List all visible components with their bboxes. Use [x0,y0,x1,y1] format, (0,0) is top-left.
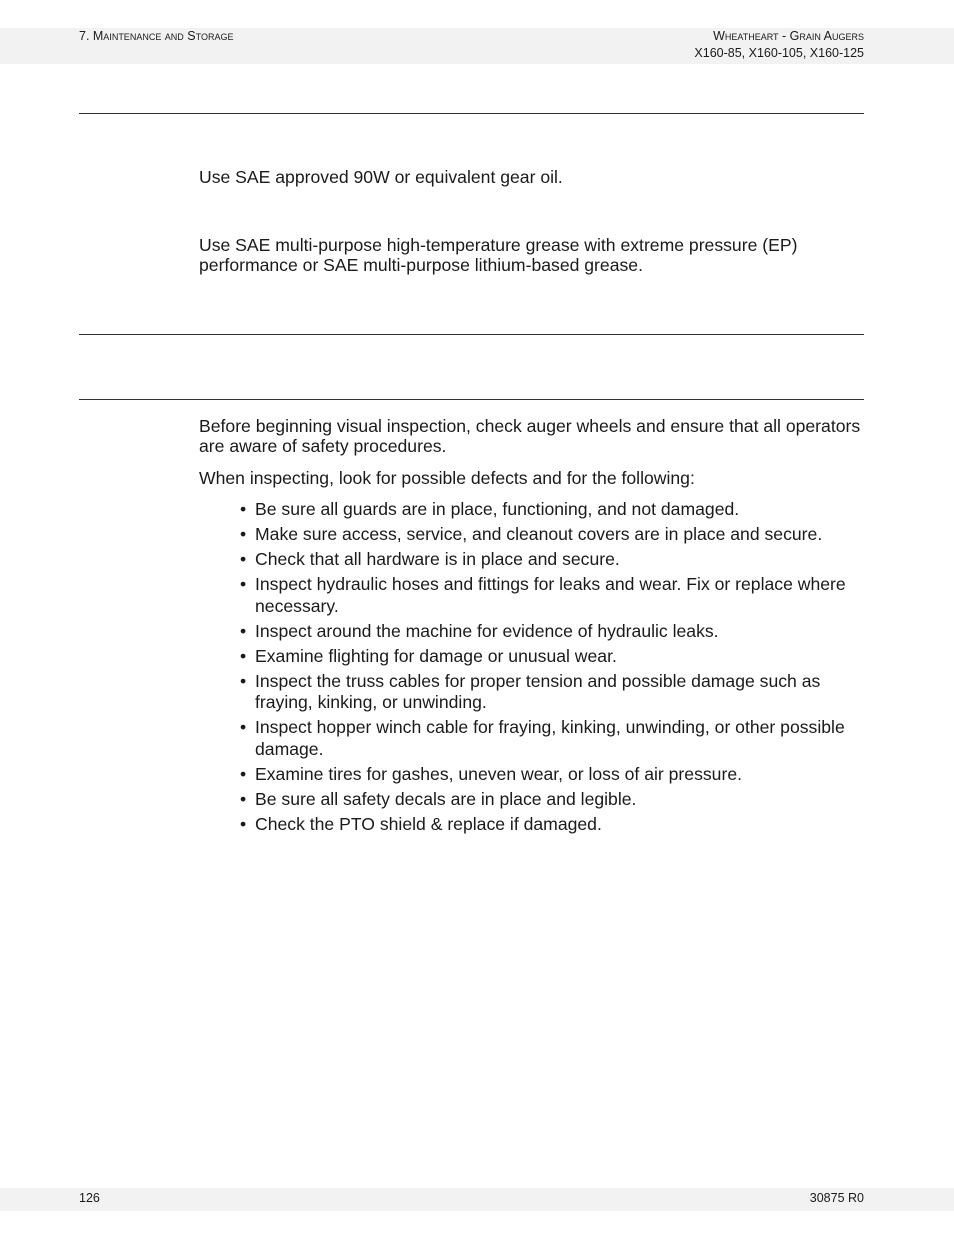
grease-paragraph: Use SAE multi-purpose high-temperature grease with extreme pressure (EP) performance or SAE multi-purpose lithium-based grease. [199,235,798,275]
checklist-text: Be sure all safety decals are in place and legible. [255,788,637,809]
section-divider [79,334,864,335]
bullet-marker: • [240,788,247,809]
checklist-text: Examine flighting for damage or unusual wear. [255,645,617,666]
checklist-text: Examine tires for gashes, uneven wear, or loss of air pressure. [255,763,742,784]
bullet-marker: • [240,549,247,569]
bullet-marker: • [240,499,247,519]
bullet-marker: • [240,717,247,737]
checklist-text: Inspect hopper winch cable for fraying, kinking, unwinding, or other possible damage. [255,717,845,759]
inspection-checklist [238,499,868,839]
list-item [238,789,868,811]
bullet-marker: • [240,574,247,594]
list-item [238,621,868,643]
checklist-text: Check that all hardware is in place and secure. [255,549,620,569]
section-divider [79,113,864,114]
checklist-text: Inspect the truss cables for proper tension and possible damage such as fraying, kinking, or unwinding. [255,670,821,712]
header-product-name: Wheatheart - Grain Augers [713,29,864,43]
section-divider [79,399,864,400]
checklist-text: Be sure all guards are in place, functioning, and not damaged. [255,499,740,519]
bullet-marker: • [240,620,247,641]
checklist-text: Inspect hydraulic hoses and fittings for leaks and wear. Fix or replace where necessary. [255,574,846,616]
list-item [238,549,868,571]
header-section-title: 7. Maintenance and Storage [79,29,234,43]
checklist-text: Make sure access, service, and cleanout covers are in place and secure. [255,524,823,544]
checklist-text: Inspect around the machine for evidence of hydraulic leaks. [255,620,719,641]
inspection-lead-paragraph: When inspecting, look for possible defects and for the following: [199,468,695,488]
bullet-marker: • [240,763,247,784]
list-item [238,671,868,714]
bullet-marker: • [240,813,247,834]
inspection-intro-paragraph: Before beginning visual inspection, check auger wheels and ensure that all operators are aware of safety procedures. [199,416,861,456]
page-number: 126 [79,1191,100,1205]
document-code: 30875 R0 [809,1191,864,1205]
checklist-text: Check the PTO shield & replace if damaged. [255,813,602,834]
list-item [238,814,868,836]
list-item [238,717,868,760]
list-item [238,524,868,546]
bullet-marker: • [240,670,247,691]
bullet-marker: • [240,645,247,666]
bullet-marker: • [240,524,247,544]
gear-oil-paragraph: Use SAE approved 90W or equivalent gear oil. [199,167,563,187]
list-item [238,499,868,521]
list-item [238,574,868,617]
list-item [238,764,868,786]
list-item [238,646,868,668]
header-model-numbers: X160-85, X160-105, X160-125 [694,46,864,60]
